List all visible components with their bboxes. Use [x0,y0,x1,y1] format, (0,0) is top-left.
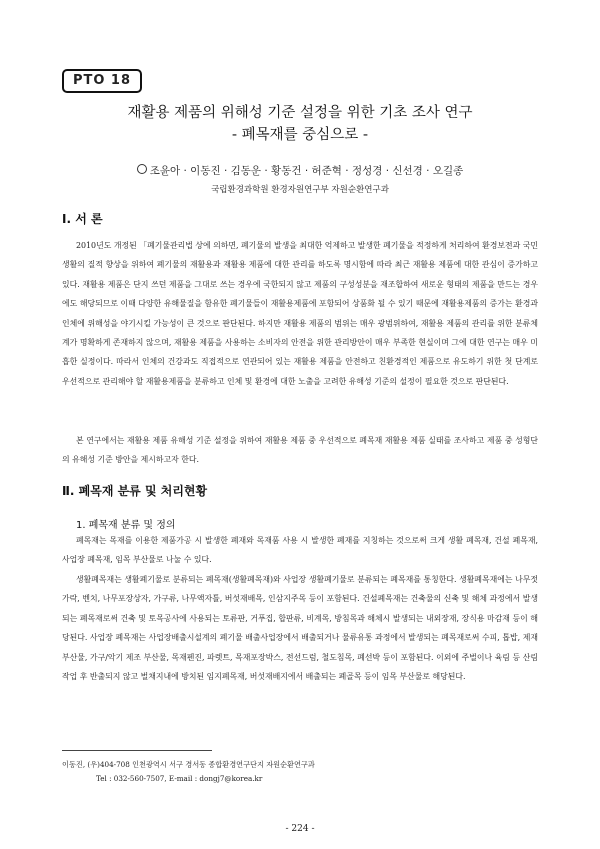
section-heading-intro: Ⅰ. 서 론 [62,212,103,226]
paper-title: 재활용 제품의 위해성 기준 설정을 위한 기초 조사 연구 [127,105,473,121]
section-heading-classification: Ⅱ. 폐목재 분류 및 처리현황 [62,484,208,498]
session-code-box: PTO 18 [62,69,142,93]
author-names: 조윤아 · 이동진 · 김동운 · 황동건 · 허준혁 · 정성경 · 신선경 · 오길종 [149,165,464,177]
footnote-contact: Tel : 032-560-7507, E-mail : dongj7@korea.kr [96,774,263,783]
footnote-address: 이동진, (우)404-708 인천광역시 서구 경서동 종합환경연구단지 자원순환연구과 [62,760,315,769]
subsection-heading: 1. 폐목재 분류 및 정의 [76,520,176,531]
paper-subtitle: - 폐목재를 중심으로 - [231,127,369,143]
intro-paragraph-1: 2010년도 개정된 「폐기물관리법 상에 의하면, 폐기물의 발생을 최대한 억제하고 발생한 폐기물을 적정하게 처리하여 환경보전과 국민생활의 질적 향상을 위하여 폐기물의 재활용과 재활용 제품에 대한 관리를 하도록 명시함에 따라 최근 재활용 제품에 대한 관심이 증가하고 있다. 재활용 제품은 단지 쓰던 제품을 그대로 쓰는 경우에 국한되지 않고 제품의 구성성분을 재조합하여 새로운 형태의 제품을 만드는 경우에도 해당되므로 이때 다양한 유해물질을 함유한 폐기물들이 재활용제품에 포함되어 상품화 될 수 있기 때문에 재활용제품의 증가는 환경과 인체에 위해성을 야기시킬 가능성이 큰 것으로 판단된다. 하지만 재활용 제품의 범위는 매우 광범위하여, 재활용 제품의 관리를 위한 분류체계가 명확하게 존재하지 않으며, 재활용 제품을 사용하는 소비자의 안전을 위한 관리방안이 매우 부족한 현실이며 그에 대한 연구는 매우 미흡한 실정이다. 따라서 인체의 건강과도 직접적으로 연관되어 있는 재활용 제품을 안전하고 친환경적인 제품으로 유도하기 위한 첫 단계로 우선적으로 관리해야 할 재활용제품을 분류하고 인체 및 환경에 대한 노출을 고려한 유해성 기준의 설정이 필요한 것으로 판단된다. [62,241,538,386]
intro-paragraph-2: 본 연구에서는 재활용 제품 유해성 기준 설정을 위하여 재활용 제품 중 우선적으로 폐목재 재활용 제품 실태를 조사하고 제품 중 성형단의 유해성 기준 방안을 제시하고자 한다. [62,436,538,465]
presenter-circle-icon [137,164,147,174]
author-list [0,163,600,178]
affiliation: 국립환경과학원 환경자원연구부 자원순환연구과 [211,185,389,195]
page-number: - 224 - [285,824,315,834]
footnote-divider [62,750,212,751]
classification-paragraph-1: 폐목재는 목재를 이용한 제품가공 시 발생한 폐재와 목재품 사용 시 발생한 폐재를 지칭하는 것으로써 크게 생활 폐목재, 건설 폐목재, 사업장 폐목재, 임목 부산물로 나눌 수 있다. [62,536,538,565]
classification-paragraph-2: 생활폐목재는 생활폐기물로 분류되는 폐목재(생활폐목재)와 사업장 생활폐기물로 분류되는 폐목재를 통칭한다. 생활폐목재에는 나무젓가락, 벤치, 나무포장상자, 가구류, 나무액자틀, 버섯재배목, 인삼지주목 등이 포함된다. 건설폐목재는 건축물의 신축 및 해체 과정에서 발생되는 폐목재로써 건축 및 토목공사에 사용되는 토류판, 거푸집, 합판류, 비계목, 방침목과 해체시 발생되는 내외장재, 장식용 마감재 등이 해당된다. 사업장 폐목재는 사업장배출시설계의 폐기물 배출사업장에서 배출되거나 물류유통 과정에서 발생되는 폐목재로써 수피, 톱밥, 제재부산물, 가구/악기 제조 부산물, 목재펜진, 파렛트, 목재포장박스, 전선드럼, 철도침목, 폐선박 등이 포함된다. 이외에 주벌이나 육림 등 산림작업 후 반출되지 않고 벌채지내에 방치된 임지폐목재, 버섯재배지에서 배출되는 폐골목 등이 임목 부산물로 해당된다. [62,575,538,682]
